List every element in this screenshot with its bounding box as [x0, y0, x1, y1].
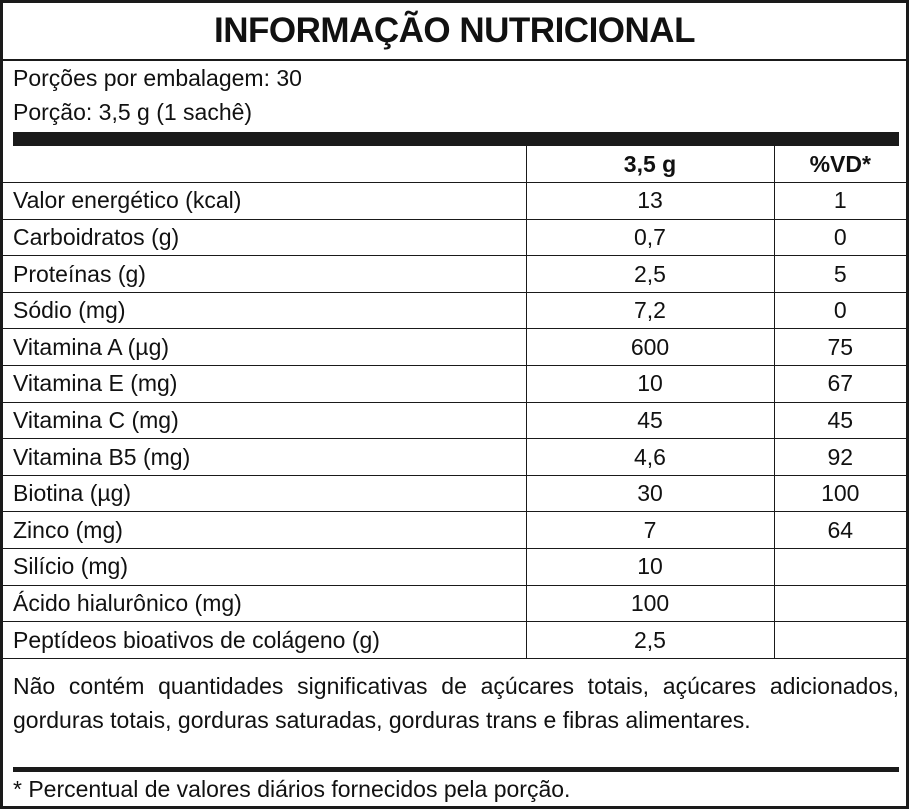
nutrient-name: Zinco (mg): [3, 512, 526, 549]
table-row: [3, 585, 906, 622]
table-row: [3, 475, 906, 512]
serving-size: Porção: 3,5 g (1 sachê): [13, 99, 253, 125]
nutrient-name: Vitamina A (µg): [3, 329, 526, 366]
nutrient-amount: 45: [526, 402, 774, 439]
table-row: [3, 329, 906, 366]
nutrient-amount: 600: [526, 329, 774, 366]
table-row: [3, 512, 906, 549]
header-daily-value: %VD*: [774, 146, 906, 183]
nutrient-name: Silício (mg): [3, 549, 526, 586]
nutrient-amount: 30: [526, 475, 774, 512]
nutrient-name: Biotina (µg): [3, 475, 526, 512]
nutrient-daily-value: [774, 549, 906, 586]
table-row: [3, 622, 906, 659]
nutrient-daily-value: [774, 585, 906, 622]
daily-value-footnote: * Percentual de valores diários fornecidos pela porção.: [13, 776, 571, 802]
nutrient-daily-value: 100: [774, 475, 906, 512]
header-nutrient: [3, 146, 526, 183]
nutrient-daily-value: 92: [774, 439, 906, 476]
nutrient-name: Valor energético (kcal): [3, 183, 526, 220]
nutrient-name: Vitamina B5 (mg): [3, 439, 526, 476]
nutrient-name: Vitamina E (mg): [3, 366, 526, 403]
nutrient-amount: 10: [526, 366, 774, 403]
nutrient-daily-value: 45: [774, 402, 906, 439]
table-row: [3, 402, 906, 439]
nutrient-amount: 2,5: [526, 256, 774, 293]
nutrient-daily-value: 5: [774, 256, 906, 293]
not-significant-note: Não contém quantidades significativas de açúcares totais, açúcares adicionados, gorduras totais, gorduras saturadas, gorduras trans e fibras alimentares.: [13, 673, 899, 733]
table-row: [3, 256, 906, 293]
nutrient-name: Proteínas (g): [3, 256, 526, 293]
nutrient-daily-value: 75: [774, 329, 906, 366]
nutrition-table-body: [3, 183, 906, 659]
table-header-row: [3, 146, 906, 183]
nutrient-daily-value: [774, 622, 906, 659]
nutrition-table: [3, 146, 906, 659]
nutrient-amount: 13: [526, 183, 774, 220]
nutrient-amount: 100: [526, 585, 774, 622]
table-row: [3, 366, 906, 403]
nutrient-name: Ácido hialurônico (mg): [3, 585, 526, 622]
nutrient-amount: 7: [526, 512, 774, 549]
header-amount: 3,5 g: [526, 146, 774, 183]
label-title: INFORMAÇÃO NUTRICIONAL: [3, 3, 906, 61]
nutrient-name: Peptídeos bioativos de colágeno (g): [3, 622, 526, 659]
nutrient-daily-value: 64: [774, 512, 906, 549]
nutrient-name: Vitamina C (mg): [3, 402, 526, 439]
table-row: [3, 183, 906, 220]
nutrient-name: Sódio (mg): [3, 292, 526, 329]
nutrient-amount: 10: [526, 549, 774, 586]
nutrient-amount: 4,6: [526, 439, 774, 476]
nutrient-daily-value: 0: [774, 219, 906, 256]
nutrient-daily-value: 67: [774, 366, 906, 403]
nutrient-daily-value: 0: [774, 292, 906, 329]
nutrient-amount: 7,2: [526, 292, 774, 329]
table-row: [3, 292, 906, 329]
table-row: [3, 549, 906, 586]
nutrient-name: Carboidratos (g): [3, 219, 526, 256]
servings-per-package: Porções por embalagem: 30: [13, 65, 302, 91]
nutrient-amount: 2,5: [526, 622, 774, 659]
nutrient-amount: 0,7: [526, 219, 774, 256]
thick-divider: [13, 132, 899, 146]
table-row: [3, 439, 906, 476]
table-row: [3, 219, 906, 256]
footnote-divider: [13, 767, 899, 772]
nutrient-daily-value: 1: [774, 183, 906, 220]
